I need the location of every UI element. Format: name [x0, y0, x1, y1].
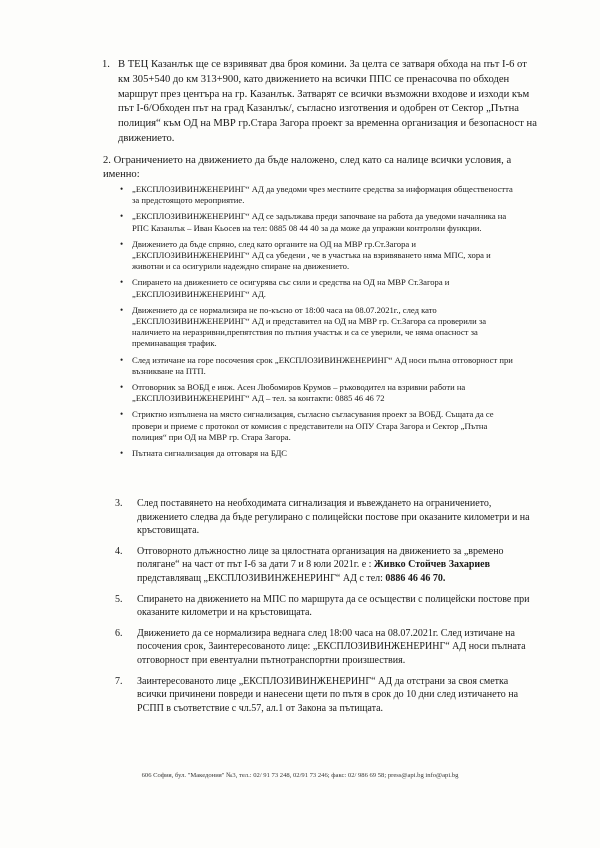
numbered-list [115, 497, 540, 722]
bullet-icon: • [120, 304, 124, 315]
list-item-6: 6. Движението да се нормализира веднага след 18:00 часа на 08.07.2021г. След изтичане на посочения срок, Заинтересованото лице: „ЕКСПЛОЗИВИНЖЕНЕРИНГ“ АД носи пълната отговорност при евентуални пътнотранспортни произшествия. [115, 627, 526, 666]
list-item-5: 5. Спирането на движението на МПС по маршрута да се осъществи с полицейски постове при оказаните километри и на кръстовищата. [115, 593, 530, 619]
list-item-7: 7. Заинтересованото лице „ЕКСПЛОЗИВИНЖЕНЕРИНГ“ АД да отстрани за своя сметка всички причинени повреди и нанесени щети по пътя в срок до 10 дни след изтичането на РСПП в съответствие с чл.57, ал.1 от Закона за пътищата. [115, 675, 519, 714]
list-item: • Стриктно изпълнена на място сигнализация, съгласно съгласувания проект за ВОБД. Същата да се провери и приеме с протокол от комисия с представители на ОПУ Стара Загора и Сектор „Пътна полиция“ при ОД на МВР гр. Стара Загора. [120, 409, 494, 442]
bullet-icon: • [120, 409, 124, 420]
list-item-4: 4. Отговорното длъжностно лице за цялостната организация на движението за „времено полягане“ на част от път I-6 за дати 7 и 8 юли 2021г. е : Живко Стойчев Захариев представляващ „ЕКСПЛОЗИВИНЖЕНЕРИНГ“ АД с тел: 0886 46 46 70. [115, 545, 504, 584]
list-item-3: 3. След поставянето на необходимата сигнализация и въвеждането на ограничението, движението следва да бъде регулирано с полицейски постове при оказаните километри и на кръстовищата. [115, 498, 530, 537]
bullet-icon: • [120, 277, 124, 288]
list-item: • Движението да бъде спряно, след като органите на ОД на МВР гр.Ст.Загора и „ЕКСПЛОЗИВИНЖЕНЕРИНГ“ АД са убедени , че в участъка на взривяването няма МПС, хора и животни и са осигурили надеждно спиране на движението. [120, 238, 491, 272]
list-item: • След изтичане на горе посочения срок „ЕКСПЛОЗИВИНЖЕНЕРИНГ“ АД носи пълна отговорност при възникване на ПТП. [120, 354, 513, 376]
bullet-icon: • [120, 211, 124, 222]
list-item: • Пътната сигнализация да отговаря на БДС [120, 448, 288, 459]
list-item: • „ЕКСПЛОЗИВИНЖЕНЕРИНГ“ АД да уведоми чрез местните средства за информация обществеността за предстоящото мероприятие. [120, 184, 513, 206]
bullet-icon: • [120, 448, 124, 459]
paragraph-2-intro: 2. Ограничението на движението да бъде наложено, след като са налице всички условия, а именно: [103, 155, 512, 180]
paragraph-1 [102, 58, 538, 147]
conditions-list [120, 184, 520, 464]
responsible-person: Живко Стойчев Захариев [373, 559, 491, 571]
responsible-phone: 0886 46 46 70. [385, 572, 446, 584]
list-item: • „ЕКСПЛОЗИВИНЖЕНЕРИНГ“ АД се задължава преди започване на работа да уведоми началника на РПС Казанлък – Иван Кьосев на тел: 0885 08 44 40 за да може да упражни контролни функции. [120, 211, 507, 233]
list-item: • Спирането на движението се осигурява със сили и средства на ОД на МВР Ст.Загора и „ЕКСПЛОЗИВИНЖЕНЕРИНГ“ АД. [120, 277, 450, 299]
list-item: • Движението да се нормализира не по-късно от 18:00 часа на 08.07.2021г., след като „ЕКСПЛОЗИВИНЖЕНЕРИНГ“ АД и представител на ОД на МВР гр. Ст.Загора са проверили за наличието на неразривни,препятствия по пътния участък и са се уверили, че няма опасност за преминаващия трафик. [120, 304, 487, 349]
paragraph-1-text: В ТЕЦ Казанлък ще се взривяват два броя комини. За целта се затваря обхода на път I-6 от км 305+540 до км 313+900, като движението на всички ППС се пренасочва по обходен маршрут през центъра на гр. Казанлък. Затварят се всички възможни входове и изходи към път I-6/Обходен път на град Казанлък/, съгласно изготвения и одобрен от Сектор „Пътна полиция“ към ОД на МВР гр.Стара Загора проект за временна организация и безопасност на движението. [118, 59, 537, 144]
bullet-icon: • [120, 184, 124, 194]
bullet-icon: • [120, 238, 124, 249]
bullet-icon: • [120, 382, 124, 393]
paragraph-1-number: 1. [102, 59, 110, 70]
list-item: • Отговорник за ВОБД е инж. Асен Любомиров Крумов – ръководител на взривни работи на „ЕКСПЛОЗИВИНЖЕНЕРИНГ“ АД – тел. за контакти: 0885 46 46 72 [120, 382, 466, 404]
bullet-icon: • [120, 354, 124, 365]
page-footer: 606 София, бул. "Македония" №3, тел.: 02/ 91 73 248, 02/91 73 246; факс: 02/ 986 69 58; press@api.bg info@api.bg [141, 772, 459, 779]
